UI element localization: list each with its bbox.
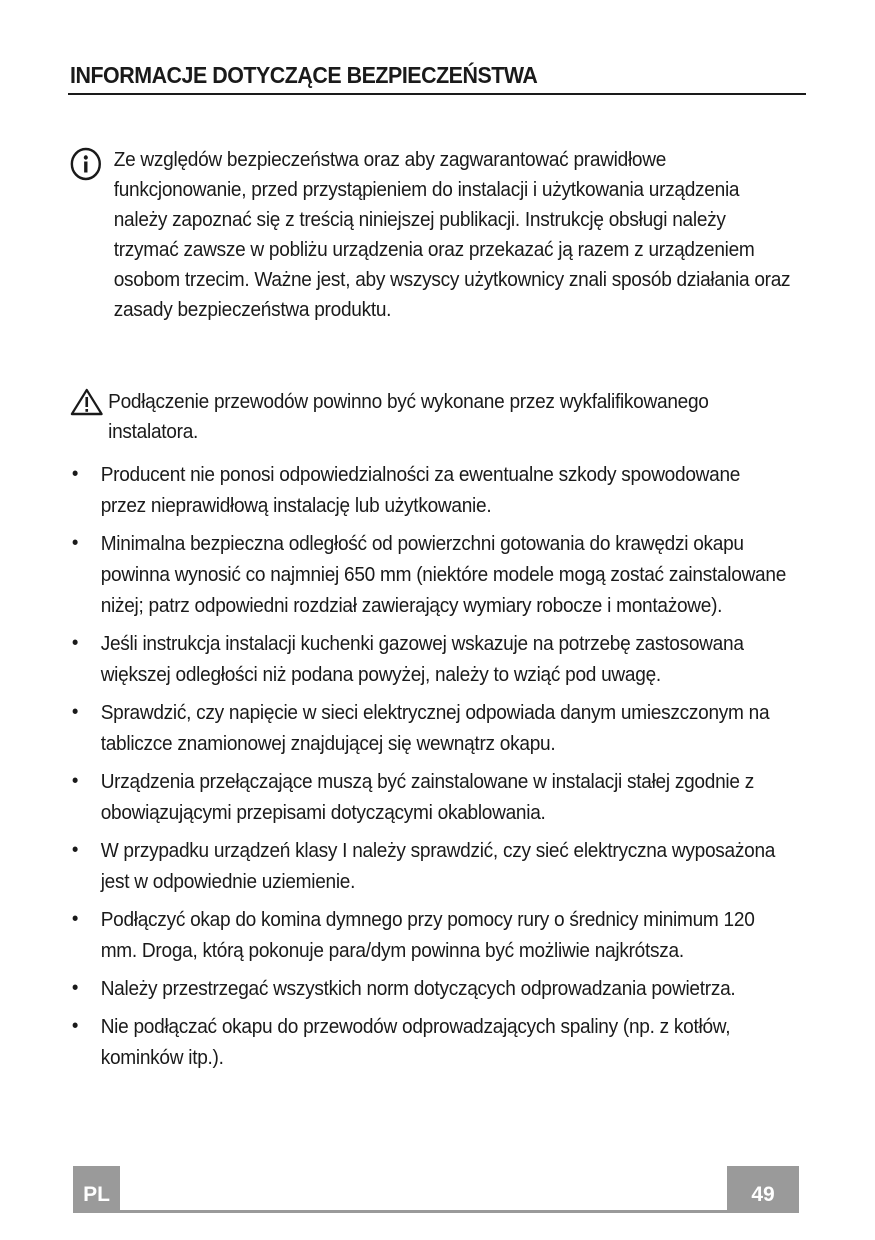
list-item: • Jeśli instrukcja instalacji kuchenki gazowej wskazuje na potrzebę zastosowana większej odległości niż podana powyżej, należy to wziąć pod uwagę. <box>70 628 786 690</box>
list-item: • Minimalna bezpieczna odległość od powierzchni gotowania do krawędzi okapu powinna wynosić co najmniej 650 mm (niektóre modele mogą zostać zainstalowane niżej; patrz odpowiedni rozdział zawierający wymiary robocze i montażowe). <box>70 528 786 621</box>
warning-notice <box>70 387 791 447</box>
footer-rule <box>73 1210 799 1213</box>
bullet-glyph: • <box>71 839 79 861</box>
list-item: • Producent nie ponosi odpowiedzialności za ewentualne szkody spowodowane przez nieprawidłową instalację lub użytkowanie. <box>70 459 786 521</box>
bullet-glyph: • <box>71 1015 79 1037</box>
info-icon <box>70 147 102 190</box>
bullet-glyph: • <box>71 977 79 999</box>
page-title: INFORMACJE DOTYCZĄCE BEZPIECZEŃSTWA <box>70 62 538 88</box>
list-item: • Sprawdzić, czy napięcie w sieci elektrycznej odpowiada danym umieszczonym na tabliczce znamionowej znajdującej się wewnątrz okapu. <box>70 697 786 759</box>
warning-notice-text: Podłączenie przewodów powinno być wykonane przez wykfalifikowanego instalatora. <box>108 390 709 443</box>
list-item: • Nie podłączać okapu do przewodów odprowadzających spaliny (np. z kotłów, kominków itp.). <box>70 1011 786 1073</box>
bullet-glyph: • <box>71 701 79 723</box>
list-item: • Należy przestrzegać wszystkich norm dotyczących odprowadzania powietrza. <box>70 973 786 1004</box>
info-notice-text: Ze względów bezpieczeństwa oraz aby zagwarantować prawidłowe funkcjonowanie, przed przystąpieniem do instalacji i użytkowania urządzenia należy zapoznać się z treścią niniejszej publikacji. Instrukcję obsługi należy trzymać zawsze w pobliżu urządzenia oraz przekazać ją razem z urządzeniem osobom trzecim. Ważne jest, aby wszyscy użytkownicy znali sposób działania oraz zasady bezpieczeństwa produktu. <box>113 148 791 321</box>
list-item: • W przypadku urządzeń klasy I należy sprawdzić, czy sieć elektryczna wyposażona jest w odpowiednie uziemienie. <box>70 835 786 897</box>
list-item: • Podłączyć okap do komina dymnego przy pomocy rury o średnicy minimum 120 mm. Droga, którą pokonuje para/dym powinna być możliwie najkrótsza. <box>70 904 786 966</box>
title-underline <box>68 93 806 95</box>
bullet-glyph: • <box>71 632 79 654</box>
bullet-glyph: • <box>71 463 79 485</box>
info-notice <box>70 145 791 325</box>
bullet-glyph: • <box>71 770 79 792</box>
safety-bullet-list <box>70 459 786 1080</box>
list-item: • Urządzenia przełączające muszą być zainstalowane w instalacji stałej zgodnie z obowiązującymi przepisami dotyczącymi okablowania. <box>70 766 786 828</box>
bullet-glyph: • <box>71 908 79 930</box>
page-number: 49 <box>727 1166 799 1213</box>
bullet-glyph: • <box>71 532 79 554</box>
language-tab: PL <box>73 1166 120 1213</box>
warning-triangle-icon <box>70 388 103 425</box>
